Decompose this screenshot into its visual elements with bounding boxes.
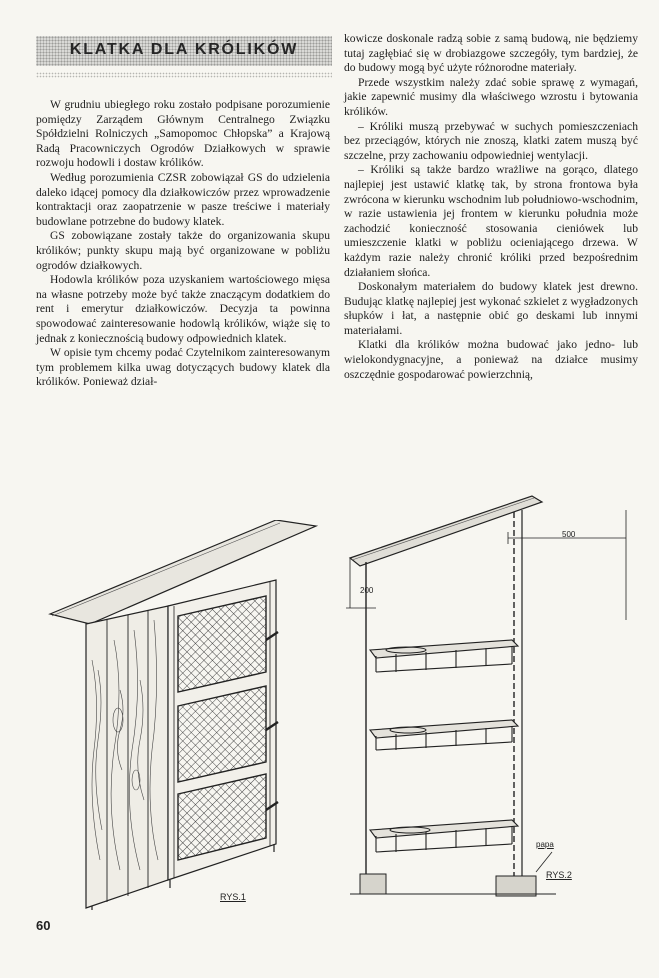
dimension-200: 200 (360, 586, 374, 595)
title-band (36, 36, 332, 66)
paragraph-continuation: kowicze doskonale radzą sobie z samą budową, nie będziemy tutaj zagłębiać się w drobiazgowe szczegóły, tym bardziej, że do budowy mogą być użyte różnorodne materiały. (344, 32, 638, 75)
label-papa: papa (536, 840, 554, 849)
paragraph: Przede wszystkim należy zdać sobie sprawę z wymagań, jakie zapewnić musimy dla właściwego wzrostu i bytowania królików. (344, 75, 638, 118)
paragraph: Według porozumienia CZSR zobowiązał GS do udzielenia daleko idącej pomocy dla działkowiczów przez wprowadzenie kontraktacji oraz zaopatrzenie w pasze treściwe i materiały budowlane potrzebne do budowy klatek. (36, 170, 330, 228)
dimension-500: 500 (562, 530, 576, 539)
figure-1-hutch-exterior (30, 520, 330, 910)
paragraph: – Króliki są także bardzo wrażliwe na gorąco, dlatego najlepiej jest ustawić klatkę tak, by strona frontowa była zwrócona w kierunku wschodnim lub południowo-wschodnim, w razie ustawienia jej frontem w kierunku południa może zachodzić konieczność stosowania cieniówek lub umieszczenie klatki w pobliżu ocieniającego drzewa. W każdym razie należy chronić króliki przed bezpośrednim działaniem słońca. (344, 163, 638, 279)
paragraph: GS zobowiązane zostały także do organizowania skupu królików; punkty skupu mają być organizowane w pobliżu ogrodów działkowych. (36, 229, 330, 272)
paragraph: Hodowla królików poza uzyskaniem wartościowego mięsa na własne potrzeby może być także znaczącym dodatkiem do rent i emerytur działkowiczów. Decyzja ta powinna spowodować zainteresowanie hodowlą królików, wiąże się to jednak z koniecznością budowy odpowiednich klatek. (36, 273, 330, 345)
paragraph: Doskonałym materiałem do budowy klatek jest drewno. Budując klatkę najlepiej jest wykonać szkielet z wygładzonych słupków i łat, a następnie obić go deskami lub innymi materiałami. (344, 280, 638, 337)
title-rule (36, 72, 332, 78)
paragraph: Klatki dla królików można budować jako jedno- lub wielokondygnacyjne, a ponieważ na działce musimy oszczędnie gospodarować powierzchnią, (344, 338, 638, 381)
hutch-exterior-drawing (30, 520, 330, 910)
page-number: 60 (36, 918, 51, 933)
article-title: KLATKA DLA KRÓLIKÓW (69, 41, 299, 58)
figure-1-label: RYS.1 (220, 892, 246, 902)
figure-2-hutch-section (336, 490, 646, 900)
paragraph: W opisie tym chcemy podać Czytelnikom zainteresowanym tym problemem kilka uwag dotyczących budowy klatek dla królików. Ponieważ dział- (36, 346, 330, 389)
paragraph: W grudniu ubiegłego roku zostało podpisane porozumienie pomiędzy Zarządem Głównym Centralnego Związku Spółdzielni Rolniczych „Samopomoc Chłopska” a Krajową Radą Pracowniczych Ogrodów Działkowych w sprawie rozwoju hodowli i dostaw królików. (36, 98, 330, 170)
figure-2-label: RYS.2 (546, 870, 572, 880)
paragraph: – Króliki muszą przebywać w suchych pomieszczeniach bez przeciągów, których nie znoszą, klatki zatem muszą być szczelne, przy zachowaniu odpowiedniej wentylacji. (344, 119, 638, 162)
right-column (344, 32, 638, 382)
hutch-section-drawing (336, 490, 646, 900)
left-column (36, 98, 330, 390)
